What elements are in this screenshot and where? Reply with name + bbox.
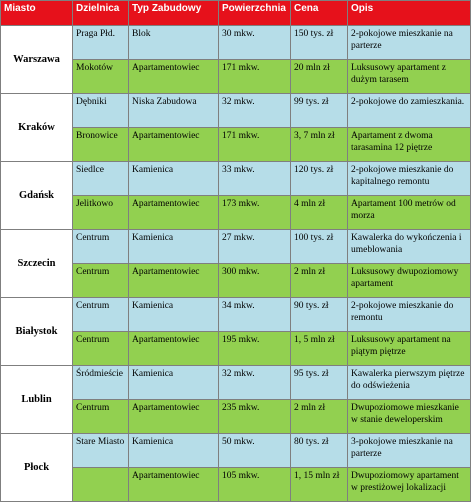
district-cell: Bronowice (73, 128, 129, 162)
table-row (1, 26, 471, 60)
district-cell: Siedlce (73, 162, 129, 196)
city-cell: Białystok (1, 298, 73, 366)
area-cell: 235 mkw. (219, 400, 291, 434)
area-cell: 32 mkw. (219, 366, 291, 400)
district-cell: Centrum (73, 332, 129, 366)
city-cell: Gdańsk (1, 162, 73, 230)
description-cell: Kawalerka do wykończenia i umeblowania (348, 230, 471, 264)
description-cell: 2-pokojowe do zamieszkania. (348, 94, 471, 128)
district-cell: Centrum (73, 400, 129, 434)
description-cell: Kawalerka pierwszym piętrze do odświeżenia (348, 366, 471, 400)
description-cell: Luksusowy apartament z dużym tarasem (348, 60, 471, 94)
description-cell: Apartament 100 metrów od morza (348, 196, 471, 230)
price-cell: 80 tys. zł (291, 434, 348, 468)
area-cell: 171 mkw. (219, 128, 291, 162)
area-cell: 195 mkw. (219, 332, 291, 366)
table-row (1, 94, 471, 128)
type-cell: Apartamentowiec (129, 400, 219, 434)
district-cell: Praga Płd. (73, 26, 129, 60)
price-cell: 95 tys. zł (291, 366, 348, 400)
type-cell: Apartamentowiec (129, 196, 219, 230)
price-cell: 4 mln zł (291, 196, 348, 230)
type-cell: Kamienica (129, 162, 219, 196)
price-cell: 1, 5 mln zł (291, 332, 348, 366)
city-cell: Kraków (1, 94, 73, 162)
district-cell: Śródmieście (73, 366, 129, 400)
table-row (1, 434, 471, 468)
table-row (1, 366, 471, 400)
district-cell (73, 468, 129, 502)
price-cell: 100 tys. zł (291, 230, 348, 264)
district-cell: Jelitkowo (73, 196, 129, 230)
area-cell: 173 mkw. (219, 196, 291, 230)
type-cell: Kamienica (129, 366, 219, 400)
description-cell: 2-pokojowe mieszkanie do remontu (348, 298, 471, 332)
table-row (1, 230, 471, 264)
area-cell: 30 mkw. (219, 26, 291, 60)
description-cell: Dwupoziomowy apartament w prestiżowej lokalizacji (348, 468, 471, 502)
table-row (1, 298, 471, 332)
price-cell: 3, 7 mln zł (291, 128, 348, 162)
price-cell: 99 tys. zł (291, 94, 348, 128)
price-cell: 150 tys. zł (291, 26, 348, 60)
type-cell: Apartamentowiec (129, 332, 219, 366)
price-cell: 20 mln zł (291, 60, 348, 94)
type-cell: Kamienica (129, 434, 219, 468)
district-cell: Mokotów (73, 60, 129, 94)
district-cell: Centrum (73, 230, 129, 264)
price-cell: 2 mln zł (291, 264, 348, 298)
area-cell: 171 mkw. (219, 60, 291, 94)
city-cell: Lublin (1, 366, 73, 434)
price-cell: 1, 15 mln zł (291, 468, 348, 502)
description-cell: 2-pokojowe mieszkanie na parterze (348, 26, 471, 60)
area-cell: 105 mkw. (219, 468, 291, 502)
district-cell: Centrum (73, 264, 129, 298)
city-cell: Warszawa (1, 26, 73, 94)
area-cell: 33 mkw. (219, 162, 291, 196)
price-cell: 90 tys. zł (291, 298, 348, 332)
description-cell: Luksusowy apartament na piątym piętrze (348, 332, 471, 366)
description-cell: Luksusowy dwupoziomowy apartament (348, 264, 471, 298)
area-cell: 50 mkw. (219, 434, 291, 468)
header-district: Dzielnica (73, 1, 129, 26)
description-cell: 3-pokojowe mieszkanie na parterze (348, 434, 471, 468)
type-cell: Apartamentowiec (129, 264, 219, 298)
type-cell: Blok (129, 26, 219, 60)
description-cell: Apartament z dwoma tarasamina 12 piętrze (348, 128, 471, 162)
city-cell: Płock (1, 434, 73, 502)
type-cell: Apartamentowiec (129, 468, 219, 502)
district-cell: Centrum (73, 298, 129, 332)
header-type: Typ Zabudowy (129, 1, 219, 26)
description-cell: 2-pokojowe mieszkanie do kapitalnego remontu (348, 162, 471, 196)
header-description: Opis (348, 1, 471, 26)
type-cell: Apartamentowiec (129, 128, 219, 162)
area-cell: 300 mkw. (219, 264, 291, 298)
type-cell: Kamienica (129, 298, 219, 332)
area-cell: 27 mkw. (219, 230, 291, 264)
type-cell: Apartamentowiec (129, 60, 219, 94)
header-city: Miasto (1, 1, 73, 26)
type-cell: Niska Zabudowa (129, 94, 219, 128)
area-cell: 34 mkw. (219, 298, 291, 332)
header-area: Powierzchnia (219, 1, 291, 26)
header-price: Cena (291, 1, 348, 26)
type-cell: Kamienica (129, 230, 219, 264)
city-cell: Szczecin (1, 230, 73, 298)
area-cell: 32 mkw. (219, 94, 291, 128)
district-cell: Dębniki (73, 94, 129, 128)
district-cell: Stare Miasto (73, 434, 129, 468)
description-cell: Dwupoziomowe mieszkanie w stanie deweloperskim (348, 400, 471, 434)
price-cell: 2 mln zł (291, 400, 348, 434)
price-cell: 120 tys. zł (291, 162, 348, 196)
table-row (1, 162, 471, 196)
header-row (1, 1, 471, 26)
